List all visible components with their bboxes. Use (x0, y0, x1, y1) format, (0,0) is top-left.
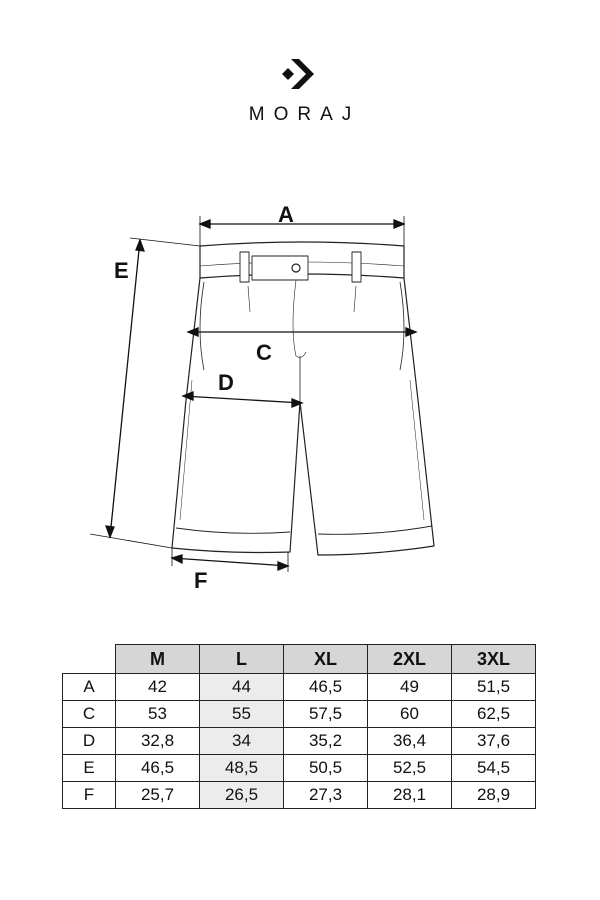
table-cell: 32,8 (116, 728, 200, 755)
col-header: L (200, 645, 284, 674)
table-cell: 62,5 (452, 701, 536, 728)
table-cell: 37,6 (452, 728, 536, 755)
row-label: D (63, 728, 116, 755)
table-cell: 49 (368, 674, 452, 701)
col-header: 3XL (452, 645, 536, 674)
col-header: M (116, 645, 200, 674)
label-d: D (218, 370, 234, 395)
row-label: C (63, 701, 116, 728)
table-cell: 54,5 (452, 755, 536, 782)
table-cell: 25,7 (116, 782, 200, 809)
size-chart-table (62, 644, 536, 809)
table-cell: 60 (368, 701, 452, 728)
label-a: A (278, 202, 294, 227)
row-label: F (63, 782, 116, 809)
table-row (63, 728, 536, 755)
table-row (63, 674, 536, 701)
col-header: XL (284, 645, 368, 674)
table-cell: 53 (116, 701, 200, 728)
table-cell: 35,2 (284, 728, 368, 755)
col-header: 2XL (368, 645, 452, 674)
table-row (63, 755, 536, 782)
row-label: A (63, 674, 116, 701)
table-row (63, 701, 536, 728)
row-label: E (63, 755, 116, 782)
table-cell: 27,3 (284, 782, 368, 809)
table-cell: 42 (116, 674, 200, 701)
label-c: C (256, 340, 272, 365)
table-cell: 57,5 (284, 701, 368, 728)
table-cell: 52,5 (368, 755, 452, 782)
table-cell: 46,5 (284, 674, 368, 701)
label-f: F (194, 568, 208, 593)
brand-name: MORAJ (248, 104, 361, 125)
table-cell: 26,5 (200, 782, 284, 809)
table-cell: 51,5 (452, 674, 536, 701)
table-header-row (63, 645, 536, 674)
table-cell: 46,5 (116, 755, 200, 782)
table-corner-cell (63, 645, 116, 674)
table-cell: 34 (200, 728, 284, 755)
shorts-body-outline (172, 278, 434, 555)
table-cell: 50,5 (284, 755, 368, 782)
table-cell: 48,5 (200, 755, 284, 782)
table-cell: 44 (200, 674, 284, 701)
table-cell: 55 (200, 701, 284, 728)
label-e: E (114, 258, 129, 283)
table-cell: 36,4 (368, 728, 452, 755)
waist-button-icon (292, 264, 300, 272)
table-cell: 28,9 (452, 782, 536, 809)
table-cell: 28,1 (368, 782, 452, 809)
table-row (63, 782, 536, 809)
